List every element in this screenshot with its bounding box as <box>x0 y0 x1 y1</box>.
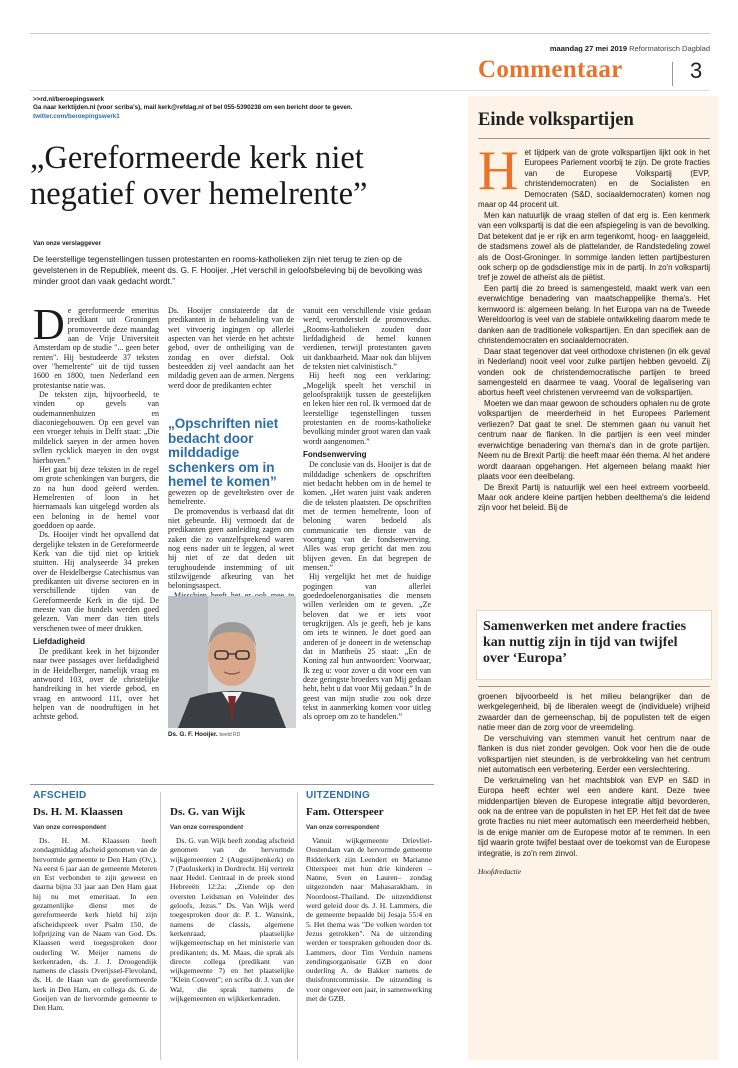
header-rule <box>30 90 710 91</box>
commentary-paragraph: Men kan natuurlijk de vraag stellen of dat erg is. Een kenmerk van een volkspartij is dat die een afspiegeling is van de bevolking. Dat betekent dat je er rijk en arm tegenkomt, hoog- en laaggeleid, de stadsmens zowel als de plattelander, de Randstedeling zowel als de Oost-Groninger. In sommige landen letten partijbesturen ook scherp op de godsdienstige mix in de partij. In zo'n volkspartij tref je zowel de atheïst als de piëtist. <box>478 210 710 283</box>
info-twitter[interactable]: twitter.com/beroepingswerk1 <box>33 112 120 120</box>
box-text: Ds. G. van Wijk heeft zondag afscheid genomen van de hervormde wijkgemeenten 2 (Augustijnenkerk) en 7 (Pauluskerk) in Dordrecht. Hij vertrekt naar Hedel. Centraal in de preek stond Hebreeën 12:2a: „Ziende op den oversten Leidsman en Voleinder des geloofs, Jezus.” Ds. Van Wijk werd toegesproken door dr. P. L. Wansink, namens de classis, algemene kerkenraad, plaatselijke wijkgemeenschap en het ministerie van predikanten; ds. M. Maas, die sprak als directe collega (predikant van wijkgemeente 7) en het plaatselijke "Klein Convent"; en scriba dr. J. van der Wal, die sprak namens de wijkgemeenten en wijkkerkenraden. <box>170 836 294 1004</box>
box-title: Fam. Otterspeer <box>306 806 384 818</box>
col3-paragraph: vanuit een verschillende visie gedaan werd, veronderstelt de promovendus. „Rooms-katholieken zouden door liefdadigheid de hemel kunnen verdienen, terwijl protestanten gaven uit dankbaarheid. Maar ook dan blijven de teksten niet calvinistisch.” <box>303 306 431 372</box>
portrait-illustration <box>168 596 296 728</box>
photo-caption-text: Ds. G. F. Hooijer. <box>168 731 218 738</box>
commentary-paragraph: De verkruimeling van het machtsblok van EVP en S&D in Europa heeft echter wel een andere kant. Deze twee middenpartijen bleven de Europese integratie altijd bevorderen, ook na de entree van de populisten in het EP. Het feit dat de twee grote fracties nu niet meer automatisch een meerderheid hebben, is de enige manier om de Europese motor af te remmen. In een tijd waarin grote twijfel bestaat over de toekomst van de Europese integratie, is zo'n rem zinvol. <box>478 775 710 858</box>
info-link-rd[interactable]: >>rd.nl/beroepingswerk <box>33 96 105 103</box>
header-date: maandag 27 mei 2019 <box>549 44 628 53</box>
article-headline: „Gereformeerde kerk niet negatief over hemelrente” <box>30 140 368 212</box>
commentary-paragraph: Moeten we dan maar gewoon de schouders ophalen nu de grote volkspartijen de meerderheid in het Europees Parlement verliezen? Dat gaat te snel. De stemmen gaan nu vanuit het centrum naar de flanken. In die partijen is een veel minder evenwichtige benadering van thema's dan in de grote partijen. Neem nu de Brexit Partij: die heeft maar één thema. Al het andere wordt daaraan opgehangen. Het algemeen belang maakt hier plaats voor een deelbelang. <box>478 398 710 482</box>
col1-paragraph: e gereformeerde emeritus predikant uit Groningen promoveerde deze maandag aan de Vrije Universiteit Amsterdam op de studie "... geen beter renten". Hij bestudeerde 37 teksten over "hemelrente" uit de tijd tussen 1600 en 1800, toen Nederland een protestantse natie was. <box>33 306 159 390</box>
box-text: Ds. H. M. Klaassen heeft zondagmiddag afscheid genomen van de hervormde gemeente te Den Ham (Ov.). Na eerst 6 jaar aan de gemeente Meteren en Est verbonden te zijn geweest en daarna bijna 33 jaar aan Den Ham gaat hij nu met emeritaat. In een gezamenlijke dienst met de gereformeerde kerk hield hij zijn afscheidspreek over Psalm 150, de lofprijzing van de Naam van God. Ds. Klaassen werd toegesproken door ouderling W. Meijer namens de kerkenraden, ds. J. J. Droogendijk namens de classis Overijssel-Flevoland, ds. H. de Haan van de gereformeerde kerk in Den Ham, en collega ds. G. de Goeijen van de hervormde gemeente te Den Ham. <box>33 836 157 1013</box>
photo-credit: beeld RD <box>219 732 241 738</box>
commentary-body-top <box>478 140 710 606</box>
article-lead: De leerstellige tegenstellingen tussen protestanten en rooms-katholieken zijn niet terug te zien op de gevelstenen in de Republiek, meent ds. G. F. Hooijer. „Het verschil in geloofsbeleving bij de bevolking was minder groot dan vaak gedacht wordt.” <box>33 254 423 286</box>
col2-paragraph: Ds. Hooijer constateerde dat de predikanten in de behandeling van de wet vitvoerig ingingen op allerlei aspecten van het vierde en het achtste gebod, over de ontheiliging van de zondag en over diefstal. Ook besteedden zij veel aandacht aan het mildadig geven aan de armen. Nergens werd door de predikanten echter <box>168 306 294 390</box>
col2-paragraph: De promovendus is verbaasd dat dit niet gebeurde. Hij vermoedt dat de predikanten geen aanleiding zagen om zaken die zo vanzelfsprekend waren nog eens nader uit te leggen, al weet hij niet of ze dat deden uit terughoudende instemming of uit stilzwijgende afkeuring van het beloningsaspect. <box>168 506 294 591</box>
announcement-box-3 <box>306 790 432 1056</box>
page-number: 3 <box>690 58 703 83</box>
header-paper: Reformatorisch Dagblad <box>629 44 710 53</box>
article-column-2 <box>168 306 294 406</box>
article-column-2b <box>168 488 294 591</box>
page-header <box>550 44 710 53</box>
col3-paragraph: Hij heeft nog een verklaring: „Mogelijk speelt het verschil in geloofspraktijk tussen de geestelijken en leken hier een rol. Ik vermoed dat de leerstellige tegenstellingen tussen protestanten en de rooms-katholieke bevolking minder groot waren dan vaak wordt aangenomen.” <box>303 371 431 446</box>
subheading-fondsenwerving: Fondsenwerving <box>303 450 367 460</box>
col3-paragraph: Hij vergelijkt het met de huidige pogingen van allerlei goededoelenorganisaties die mensen willen verleiden om te geven. „Ze beloven dat we er iets voor terugkrijgen. Als je geeft, heb je kans om iets te winnen. Je doet goed aan anderen of je doneert in de wetenschap dat in Mattheüs 25 staat: „En de Koning zal hun antwoorden: Voorwaar, Ik zeg u: voor zover u dit voor een van deze geringste broeders van Mij gedaan hebt, hebt u dat voor Mij gedaan.” In de geest van mijn studie zou ook deze tekst in aanmerking komen voor uitleg als oproep om zo te handelen.” <box>303 572 431 722</box>
photo-caption <box>168 731 240 738</box>
section-title: Commentaar <box>478 56 623 83</box>
col2-paragraph: gewezen op de gevelteksten over de hemelrente. <box>168 488 294 507</box>
subheading-liefdadigheid: Liefdadigheid <box>33 637 85 647</box>
commentary-quote: Samenwerken met andere fracties kan nuttig zijn in tijd van twijfel over ‘Europa’ <box>483 619 687 666</box>
box-title: Ds. H. M. Klaassen <box>33 806 123 818</box>
box-byline: Van onze correspondent <box>33 824 107 831</box>
commentary-paragraph: De Brexit Partij is natuurlijk wel een heel extreem voorbeeld. Maar ook andere kleine partijen hebben deelthema's die leidend zijn voor het beleid. Bij de <box>478 482 710 513</box>
article-byline: Van onze verslaggever <box>33 240 101 247</box>
commentary-dropcap: H <box>478 140 519 202</box>
col3-paragraph: De conclusie van ds. Hooijer is dat de milddadige schenkers de opschriften niet bedacht hebben om in de hemel te komen. „Het waren juist vaak anderen die de teksten plaatsten. De opschriften met de termen hemelrente, loon of beloning waren bedoeld als communicatie ten dienste van de voortgang van de fondsenwerving. Alles was erop gericht dat men zou blijven geven. En dat begrepen de mensen.” <box>303 460 431 572</box>
bottom-section-rule <box>30 784 434 785</box>
col1-paragraph: Het gaat bij deze teksten in de regel om grote schenkingen van burgers, die zo na hun dood geëerd werden. Hemelrenten of loon in het hiernamaals kan uitgelegd worden als een beloning in de hemel voor goeddoen op aarde. <box>33 464 159 530</box>
announcement-box-1 <box>33 790 157 1056</box>
info-block <box>33 96 433 121</box>
commentary-box-rule <box>478 686 710 687</box>
col1-paragraph: De teksten zijn, bijvoorbeeld, te vinden op gevels van oudemannenhuizen en diaconiegebouwen. Op een gevel van een vroeger tehuis in Delft staat: „Die mildelick saeyen in der armen hoven svllen rycklick maeyen in den ovgst hierboven.” <box>33 390 159 465</box>
commentary-paragraph: groenen bijvoorbeeld is het milieu belangrijker dan de werkgelegenheid, bij de liberalen weegt de (individuele) vrijheid zwaarder dan de gemeenschap, bij de populisten telt de eigen natie meer dan de zorg voor de vreemdeling. <box>478 692 710 733</box>
announcement-box-2 <box>170 790 294 1056</box>
afscheid-label: AFSCHEID <box>33 790 87 801</box>
top-rule <box>30 33 710 34</box>
article-column-1 <box>33 300 159 746</box>
box-byline: Van onze correspondent <box>170 824 244 831</box>
bottom-divider-1 <box>160 792 161 1060</box>
commentary-paragraph: et tijdperk van de grote volkspartijen lijkt ook in het Europees Parlement voorbij te zijn. De grote fracties van de Europese Volkspartij (EVP, christendemocraten) en de Socialisten en Democraten (S&D, sociaaldemocraten) komen nog maar op 44 procent uit. <box>478 148 710 210</box>
box-byline: Van onze correspondent <box>306 824 380 831</box>
header-divider <box>672 62 673 86</box>
commentary-quote-box <box>476 610 712 680</box>
col1-paragraph: Ds. Hooijer vindt het opvallend dat dergelijke teksten in de Gereformeerde Kerk van die tijd niet op kritiek stuitten. Hij analyseerde 34 preken over de Heidelbergse Catechismus van predikanten uit diverse sectoren en in verschillende tijden van de Gereformeerde Kerk in die tijd. De meeste van die bundels werden goed gelezen. Van meer dan tien titels verschenen twee of meer drukken. <box>33 530 159 633</box>
commentary-paragraph: Een partij die zo breed is samengesteld, maakt werk van een evenwichtige benadering van maatschappelijke thema's. Het kernwoord is: algemeen belang. In het Europa van na de Tweede Wereldoorlog is veel van de stabiele ontwikkeling daarom mede te danken aan de traditionele volkspartijen. En dan specifiek aan de christendemocraten en sociaaldemocraten. <box>478 283 710 346</box>
bottom-divider-2 <box>297 792 298 1060</box>
commentary-paragraph: De verschuiving van stemmen vanuit het centrum naar de flanken is dus niet zonder gevolgen. Ook voor hen die de oude volkspartijen niet steunden, is de verbrokkeling van het centrum niet automatisch een verbetering. Eerder een verslechtering. <box>478 733 710 775</box>
box-text: Vanuit wijkgemeente Drievliet-Oostendam van de hervormde gemeente Ridderkerk zijn Leendert en Marianne Otterspeer met hun drie kinderen –Nanne, Sven en Lauren– zondag uitgezonden naar Mahasarakham, in Noordoost-Thailand. De uitzenddienst werd geleid door ds. J. H. Lammers, die de gemeente bepaalde bij Jesaja 55:4 en 5. Het thema was "De volken worden tot Jezus getrokken". Na de uitzending werden er toespraken gehouden door ds. Lammers, door Tim Verduin namens zendingsorganisatie GZB en door ouderling A. de Bakker namens de thuisfrontcommissie. De uitzending is voor ongeveer een jaar, in samenwerking met de GZB. <box>306 836 432 1004</box>
pull-quote: „Opschriften niet bedacht door milddadige schenkers om in hemel te komen” <box>168 416 279 489</box>
uitzending-label: UITZENDING <box>306 790 371 801</box>
commentary-title-rule <box>478 138 710 139</box>
col1-paragraph: De predikant keek in het bijzonder naar twee passages over liefdadigheid in de Heidelberger, namelijk vraag en antwoord 103, over de christelijke handreiking in het vierde gebod, en vraag en antwoord 111, over het helpen van de noodruftigen in het achtste gebod. <box>33 647 159 722</box>
portrait-photo <box>168 596 296 728</box>
commentary-body-bottom <box>478 692 710 972</box>
commentary-title: Einde volkspartijen <box>478 110 634 130</box>
info-contact: Ga naar kerktijden.nl (voor scriba's), mail kerk@refdag.nl of bel 055-5390238 om een bericht door te geven. <box>33 104 353 112</box>
box-title: Ds. G. van Wijk <box>170 806 246 818</box>
commentary-paragraph: Daar staat tegenover dat veel orthodoxe christenen (in elk geval in Nederland) nooit veel voor zulke partijen hebben gevoeld. Zij vonden ook de christendemocratische partijen te breed samengesteld en daarmee te vaag. Vooral de legalisering van abortus heeft veel christenen vervreemd van de volkspartijen. <box>478 346 710 398</box>
commentary-signature: Hoofdredactie <box>478 867 522 877</box>
dropcap: D <box>33 300 65 349</box>
article-column-3 <box>303 306 431 746</box>
